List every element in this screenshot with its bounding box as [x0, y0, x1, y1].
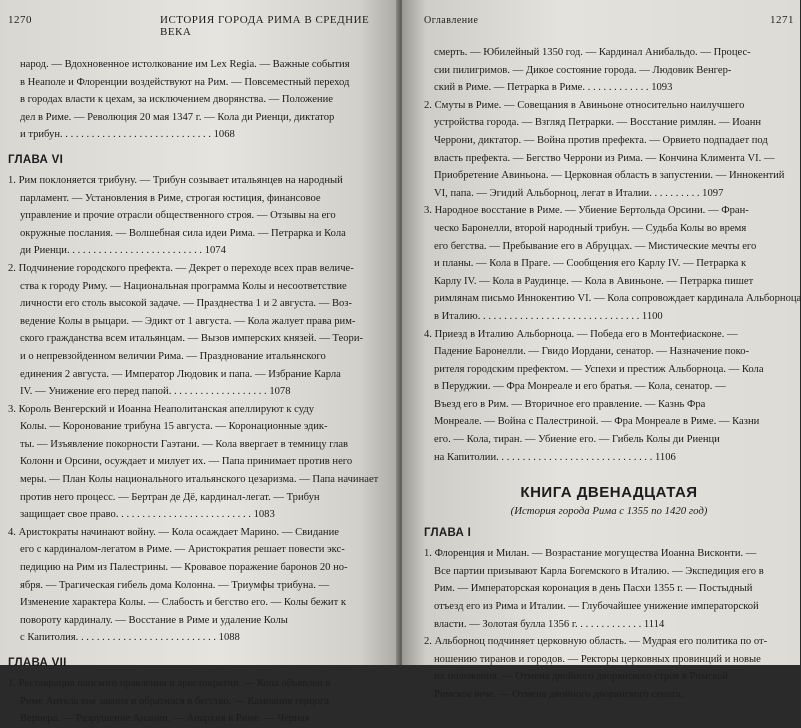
right-chapter-block — [424, 97, 801, 466]
text-line: ношению тиранов и городов. — Ректоры церковных провинций и новые — [434, 653, 761, 665]
text-line: Колы. — Коронование трибуна 15 августа. — Коронационные эдик- — [20, 421, 328, 433]
text-line: педицию на Рим из Палестрины. — Кровавое поражение баронов 20 но- — [20, 562, 348, 574]
text-line: смерть. — Юбилейный 1350 год. — Кардинал Анибальдо. — Процес- — [434, 47, 751, 58]
text-line: единения 2 августа. — Император Людовик и папа. — Избрание Карла — [20, 368, 341, 380]
book-subtitle: (История города Рима с 1355 по 1420 год) — [510, 505, 708, 518]
chapter-6-block — [8, 172, 382, 647]
text-line: против него процесс. — Бертран де Дё, кардинал-легат. — Трибун — [20, 491, 320, 503]
text-line: власть префекта. — Бегство Черрони из Рима. — Кончина Климента VI. — — [434, 152, 775, 164]
right-top-block — [424, 44, 794, 97]
text-line: Вернера. — Разрушение Анании. — Анархия в Риме. — Черная — [20, 713, 310, 725]
text-line: ческо Баронелли, второй народный трибун. — Судьба Колы во время — [434, 222, 747, 234]
left-running-head — [8, 14, 382, 38]
entry-line: 4. Приезд в Италию Альборноца. — Победа его в Монтефиасконе. — — [424, 328, 738, 340]
text-line: Карлу IV. — Кола в Раудинце. — Кола в Авиньоне. — Петрарка пишет — [434, 275, 754, 287]
entry-line: 3. Король Венгерский и Иоанна Неаполитанская апеллируют к суду — [8, 403, 315, 415]
text-line: ди Риенци. . . . . . . . . . . . . . . . . . . . . . . . . . 1074 — [20, 245, 226, 257]
entry-line: 2. Подчинение городского префекта. — Декрет о переходе всех прав величе- — [8, 262, 354, 274]
text-line: защищает свое право. . . . . . . . . . . . . . . . . . . . . . . . . . 1083 — [20, 509, 275, 521]
text-line: в Италию. . . . . . . . . . . . . . . . . . . . . . . . . . . . . . . 1100 — [434, 310, 663, 322]
entry-line: 2. Смуты в Риме. — Совещания в Авиньоне относительно наилучшего — [424, 99, 745, 111]
chapter-7-block — [8, 675, 382, 728]
entry-line: 1. Флоренция и Милан. — Возрастание могущества Иоанна Висконти. — — [424, 548, 757, 560]
left-page — [0, 0, 400, 725]
text-line: парламент. — Установления в Риме, строгая юстиция, финансовое — [20, 192, 321, 204]
text-line: римлянам письмо Иннокентию VI. — Кола сопровождает кардинала Альборноца — [434, 293, 801, 305]
text-line: Все партии призывают Карла Богемского в Италию. — Экспедиция его в — [434, 565, 764, 577]
text-line: личности его столь высокой задаче. — Празднества 1 и 2 августа. — Воз- — [20, 298, 353, 310]
text-line: IV. — Унижение его перед папой. . . . . . . . . . . . . . . . . . . 1078 — [20, 386, 291, 398]
chapter-heading-1: ГЛАВА I — [424, 527, 472, 540]
text-line: Римское вече. — Отмена двойного дворянского сената. — [434, 689, 684, 700]
text-line: Изменение характера Колы. — Слабость и бегство его. — Колы бежит к — [20, 597, 347, 609]
text-line: его бегства. — Пребывание его в Абруццах. — Мистические мечты его — [434, 240, 757, 252]
text-line: VI, папа. — Эгидий Альборноц, легат в Италии. . . . . . . . . . 1097 — [434, 187, 724, 199]
text-line: Падение Баронелли. — Гвидо Иордани, сенатор. — Назначение поко- — [434, 346, 750, 358]
entry-line: 1. Рим поклоняется трибуну. — Трибун созывает итальянцев на народный — [8, 174, 343, 186]
book-title: КНИГА ДВЕНАДЦАТАЯ — [520, 484, 698, 502]
text-line: его. — Кола, тиран. — Убиение его. — Гибель Колы ди Риенци — [434, 434, 720, 446]
text-line: ведение Колы в рыцари. — Эдикт от 1 августа. — Кола жалует права рим- — [20, 315, 356, 327]
chapter-1-block — [424, 545, 794, 703]
text-line: ября. — Трагическая гибель дома Колонна. — Триумфы трибуна. — — [20, 579, 330, 591]
text-line: ты. — Изъявление покорности Гаэтани. — Кола ввергает в темницу глав — [20, 438, 349, 450]
text-line: ский в Риме. — Петрарка в Риме. . . . . . . . . . . . . 1093 — [434, 82, 673, 94]
text-line: окружные послания. — Волшебная сила идеи Рима. — Петрарка и Кола — [20, 227, 346, 239]
entry-line: 3. Народное восстание в Риме. — Убиение Бертольда Орсини. — Фран- — [424, 205, 749, 217]
text-line: ства к городу Риму. — Национальная программа Колы и несоответствие — [20, 280, 347, 292]
right-page — [402, 0, 801, 700]
text-line: Рим. — Императорская коронация в день Пасхи 1355 г. — Постыдный — [434, 583, 753, 595]
text-line: Монреале. — Война с Палестриной. — Фра Монреале в Риме. — Казни — [434, 416, 760, 428]
text-line: с Капитолия. . . . . . . . . . . . . . . . . . . . . . . . . . . 1088 — [20, 632, 240, 644]
text-line: и трибун. . . . . . . . . . . . . . . . . . . . . . . . . . . . . 1068 — [20, 129, 235, 141]
text-line: Черрони, диктатор. — Война против префекта. — Орвието подпадает под — [434, 134, 768, 146]
text-line: отъезд его из Рима и Италии. — Глубочайшее унижение императорской — [434, 601, 759, 613]
text-line: Колонн и Орсини, осуждает и милует их. — Папа принимает против него — [20, 456, 353, 468]
entry-line: 4. Аристократы начинают войну. — Кола осаждает Марино. — Свидание — [8, 526, 339, 538]
text-line: и о непревзойденном величии Рима. — Празднование итальянского — [20, 350, 326, 362]
text-line: сии пилигримов. — Дикое состояние города. — Людовик Венгер- — [434, 64, 732, 76]
text-line: повороту кардиналу. — Восстание в Риме и удаление Колы — [20, 614, 288, 626]
text-line: на Капитолии. . . . . . . . . . . . . . . . . . . . . . . . . . . . . . 1106 — [434, 451, 676, 463]
left-page-number: 1270 — [8, 14, 32, 26]
text-line: меры. — План Колы национального итальянского цезаризма. — Папа начинает — [20, 474, 379, 486]
text-line: в Перуджии. — Фра Монреале и его братья. — Кола, сенатор. — — [434, 381, 726, 393]
entry-line: 1. Реставрация папского правления и аристократии. — Кола объявлен в — [8, 678, 331, 689]
text-line: управление и прочие отрасли общественного строя. — Отзывы на его — [20, 210, 336, 222]
text-line: в городах власти к цехам, за исключением дворянства. — Положение — [20, 94, 333, 106]
entry-line: 2. Альборноц подчиняет церковную область. — Мудрая его политика по от- — [424, 636, 768, 648]
text-line: Риме Антела вне закона и обратился в бегство. — Кампания герцога — [20, 695, 330, 707]
right-running-head — [424, 14, 794, 26]
text-line: власти. — Золотая булла 1356 г. . . . . . . . . . . . . 1114 — [434, 618, 665, 630]
text-line: их положения. — Отмена двойного дворянского строя в Римской — [434, 671, 729, 683]
left-top-block — [8, 56, 382, 144]
text-line: дел в Риме. — Революция 20 мая 1347 г. — Кола ди Риенци, диктатор — [20, 111, 335, 123]
left-running-head-title: ИСТОРИЯ ГОРОДА РИМА В СРЕДНИЕ ВЕКА — [160, 14, 370, 38]
right-running-head-title: Оглавление — [424, 15, 479, 26]
chapter-heading-6: ГЛАВА VI — [8, 153, 64, 166]
text-line: и планы. — Кола в Праге. — Сообщения его Карлу IV. — Петрарка к — [434, 258, 747, 270]
text-line: рителя городским префектом. — Успехи и престиж Альборноца. — Кола — [434, 363, 764, 375]
text-line: Приобретение Авиньона. — Церковная область в запустении. — Иннокентий — [434, 170, 785, 182]
right-page-number: 1271 — [770, 14, 794, 26]
text-line: народ. — Вдохновенное истолкование им Lex Regia. — Важные события — [20, 59, 350, 70]
text-line: его с кардиналом-легатом в Риме. — Аристократия решает повести экс- — [20, 544, 345, 556]
text-line: ского гражданства всем итальянцам. — Вызов имперских князей. — Теори- — [20, 333, 364, 345]
text-line: в Неаполе и Флоренции воздействуют на Рим. — Повсеместный переход — [20, 76, 350, 88]
chapter-heading-7: ГЛАВА VII — [8, 657, 67, 669]
text-line: устройства города. — Взгляд Петрарки. — Восстание римлян. — Иоанн — [434, 117, 762, 129]
text-line: Въезд его в Рим. — Вторичное его правление. — Казнь Фра — [434, 398, 706, 410]
